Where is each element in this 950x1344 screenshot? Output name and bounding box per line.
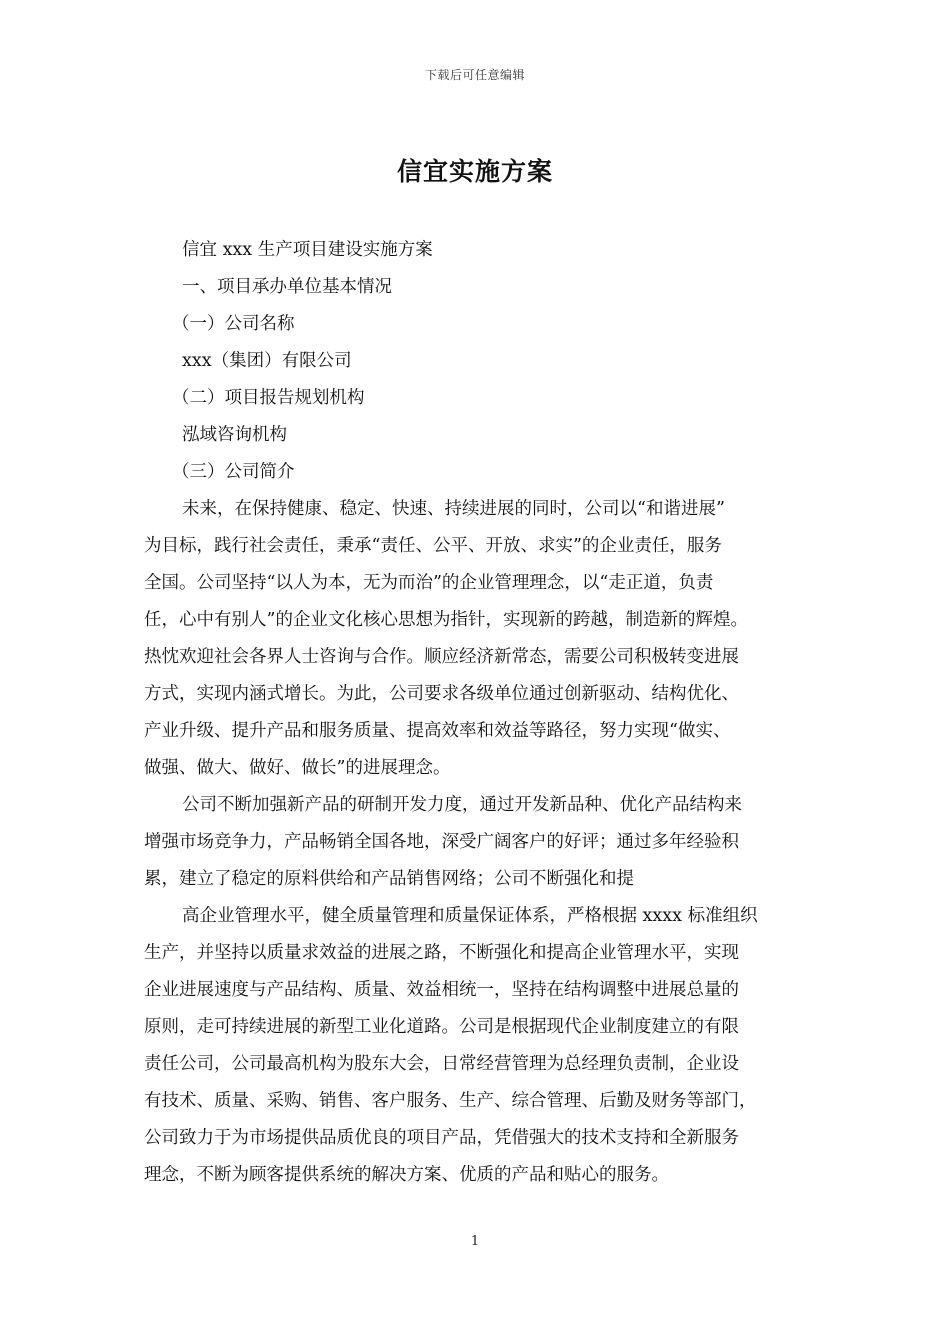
subsection-heading-company-name: （一）公司名称 (172, 314, 295, 334)
paragraph-line: 任，心中有别人”的企业文化核心思想为指针，实现新的跨越，制造新的辉煌。 (144, 610, 748, 630)
paragraph-line: 产业升级、提升产品和服务质量、提高效率和效益等路径，努力实现“做实、 (144, 721, 731, 741)
paragraph-line: 理念，不断为顾客提供系统的解决方案、优质的产品和贴心的服务。 (144, 1165, 669, 1185)
company-name-value: xxx（集团）有限公司 (182, 351, 352, 371)
paragraph-line: 未来，在保持健康、稳定、快速、持续进展的同时，公司以“和谐进展” (182, 499, 725, 519)
paragraph-line: 高企业管理水平，健全质量管理和质量保证体系，严格根据 xxxx 标准组织 (182, 906, 758, 926)
subsection-heading-planning-agency: （二）项目报告规划机构 (172, 388, 365, 408)
paragraph-line: 企业进展速度与产品结构、质量、效益相统一，坚持在结构调整中进展总量的 (144, 980, 739, 1000)
paragraph-line: 热忱欢迎社会各界人士咨询与合作。顺应经济新常态，需要公司积极转变进展 (144, 647, 739, 667)
subsection-heading-company-profile: （三）公司简介 (172, 462, 295, 482)
paragraph-line: 累，建立了稳定的原料供给和产品销售网络；公司不断强化和提 (144, 869, 634, 889)
planning-agency-value: 泓域咨询机构 (182, 425, 287, 445)
paragraph-line: 原则，走可持续进展的新型工业化道路。公司是根据现代企业制度建立的有限 (144, 1017, 739, 1037)
paragraph-line: 责任公司，公司最高机构为股东大会，日常经营管理为总经理负责制，企业设 (144, 1054, 739, 1074)
paragraph-line: 做强、做大、做好、做长”的进展理念。 (144, 758, 451, 778)
paragraph-line: 全国。公司坚持“以人为本，无为而治”的企业管理理念，以“走正道，负责 (144, 573, 714, 593)
paragraph-line: 有技术、质量、采购、销售、客户服务、生产、综合管理、后勤及财务等部门， (144, 1091, 757, 1111)
paragraph-line: 方式，实现内涵式增长。为此，公司要求各级单位通过创新驱动、结构优化、 (144, 684, 739, 704)
document-title: 信宜实施方案 (396, 157, 553, 186)
paragraph-line: 公司不断加强新产品的研制开发力度，通过开发新品种、优化产品结构来 (182, 795, 742, 815)
paragraph-3 (144, 898, 820, 1194)
section-heading-1: 一、项目承办单位基本情况 (182, 277, 392, 297)
document-body (144, 232, 820, 1194)
paragraph-line: 生产，并坚持以质量求效益的进展之路，不断强化和提高企业管理水平，实现 (144, 943, 739, 963)
paragraph-line: 为目标，践行社会责任，秉承“责任、公平、开放、求实”的企业责任，服务 (144, 536, 722, 556)
paragraph-line: 公司致力于为市场提供品质优良的项目产品，凭借强大的技术支持和全新服务 (144, 1128, 739, 1148)
paragraph-line: 增强市场竞争力，产品畅销全国各地，深受广阔客户的好评；通过多年经验积 (144, 832, 739, 852)
page-number: 1 (470, 1234, 480, 1249)
paragraph-1 (144, 491, 820, 787)
document-subtitle: 信宜 xxx 生产项目建设实施方案 (182, 240, 433, 260)
paragraph-2 (144, 787, 820, 898)
page-header-note: 下载后可任意编辑 (424, 68, 525, 82)
